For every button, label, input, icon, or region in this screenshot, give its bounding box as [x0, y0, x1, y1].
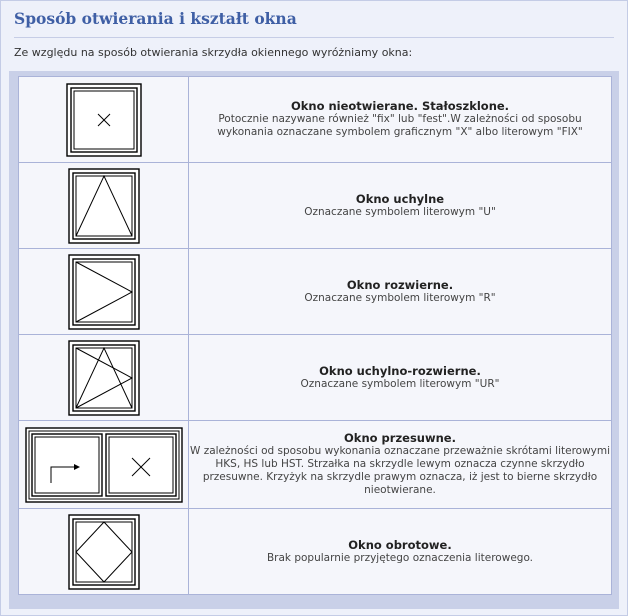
- window-name: Okno nieotwierane. Stałoszklone.: [290, 99, 510, 113]
- window-name: Okno rozwierne.: [346, 277, 454, 292]
- table-row: [19, 249, 612, 335]
- symbol-cell: [19, 335, 189, 421]
- symbol-cell: [19, 163, 189, 249]
- window-name: Okno uchylne: [355, 191, 445, 206]
- description-cell: [189, 163, 612, 249]
- window-description: Oznaczane symbolem literowym "R": [304, 291, 496, 304]
- window-name: Okno przesuwne.: [344, 431, 456, 445]
- sliding-window-icon: [25, 427, 183, 503]
- table-row: [19, 163, 612, 249]
- fixed-window-x-icon: [66, 83, 142, 157]
- window-description: Oznaczane symbolem literowym "UR": [300, 377, 500, 390]
- table-row: [19, 77, 612, 163]
- window-description: Brak popularnie przyjętego oznaczenia literowego.: [266, 551, 534, 564]
- pivot-window-icon: [68, 514, 140, 590]
- tilt-turn-window-icon: [68, 340, 140, 416]
- intro-text: Ze względu na sposób otwierania skrzydła okiennego wyróżniamy okna:: [14, 46, 413, 59]
- tilt-window-icon: [68, 168, 140, 244]
- table-row: [19, 335, 612, 421]
- casement-window-icon: [68, 254, 140, 330]
- table-row: [19, 509, 612, 595]
- window-description: Oznaczane symbolem literowym "U": [304, 205, 496, 218]
- table-row: [19, 421, 612, 509]
- title-divider: [14, 37, 614, 38]
- window-name: Okno uchylno-rozwierne.: [319, 363, 481, 378]
- window-name: Okno obrotowe.: [348, 537, 452, 552]
- window-types-panel: [9, 71, 619, 609]
- symbol-cell: [19, 509, 189, 595]
- window-description: Potocznie nazywane również "fix" lub "fest".W zależności od sposobu wykonania oznaczane symbolem graficznym "X" albo literowym "FIX": [217, 113, 583, 138]
- description-cell: [189, 77, 612, 163]
- description-cell: [189, 509, 612, 595]
- window-types-table: [18, 76, 612, 595]
- symbol-cell: [19, 77, 189, 163]
- description-cell: [189, 249, 612, 335]
- window-description: W zależności od sposobu wykonania oznaczane przeważnie skrótami literowymi HKS, HS lub HST. Strzałka na skrzydle lewym oznacza czynne skrzydło przesuwne. Krzyżyk na skrzydle prawym oznacza, iż jest to bierne skrzydło nieotwierane.: [189, 445, 611, 496]
- page-title: Sposób otwierania i kształt okna: [14, 9, 297, 28]
- description-cell: [189, 335, 612, 421]
- symbol-cell: [19, 421, 189, 509]
- symbol-cell: [19, 249, 189, 335]
- description-cell: [189, 421, 612, 509]
